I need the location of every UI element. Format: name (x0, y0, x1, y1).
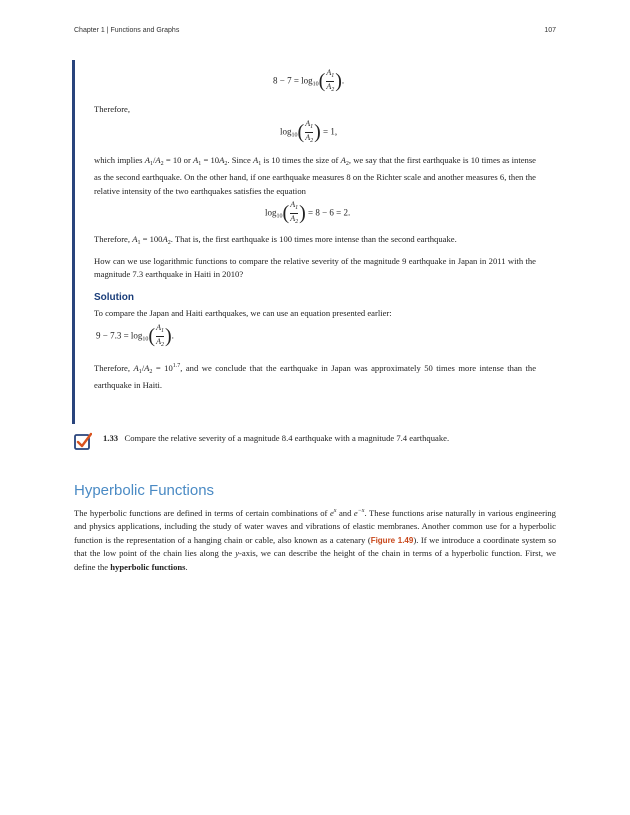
exercise-1-33: 1.33 Compare the relative severity of a magnitude 8.4 earthquake with a magnitude 7.4 earthquake. (103, 433, 450, 443)
equation-3: $\log_{10}$( $\frac{A_1}{A_2}$ ) = 8 − 6 = 2. (265, 200, 351, 225)
therefore-2: Therefore, $A_1 = 100A_2$. That is, the first earthquake is 100 times more intense than the second earthquake. (94, 234, 457, 246)
equation-1: $8 - 7 = \log_{10}$( $\frac{A_1}{A_2}$ ). (273, 68, 345, 93)
section-title: Hyperbolic Functions (74, 482, 215, 499)
figure-1-49-link[interactable]: Figure 1.49 (370, 535, 414, 545)
equation-4: $9 - 7.3 = \log_{10}$( $\frac{A_1}{A_2}$ ). (96, 323, 174, 348)
checkmark-icon (74, 432, 92, 450)
solution-intro: To compare the Japan and Haiti earthquakes, we can use an equation presented earlier: (94, 308, 392, 318)
equation-2: $\log_{10}$( $\frac{A_1}{A_2}$ ) = 1, (280, 119, 338, 144)
page-number: 107 (544, 27, 556, 34)
conclusion-paragraph: Therefore, $A_1/A_2 = 10^{1.7}$, and we conclude that the earthquake in Japan was approximately 50 times more intense than the earthquake in Haiti. (94, 363, 537, 391)
therefore-1: Therefore, (94, 104, 131, 114)
example-sidebar-bar (72, 60, 75, 424)
implies-paragraph: which implies $A_1/A_2 = 10$ or $A_1 = 10A_2$. Since $A_1$ is 10 times the size of $A_2$, we say that the first earthquake is 10 times as intense as the second earthquake. On the other hand, if one earthquake measures 8 on the Richter scale and another measures 6, then the relative intensity of the two earthquakes satisfies the equation (94, 155, 536, 196)
hyperbolic-intro-paragraph: The hyperbolic functions are defined in terms of certain combinations of $e^x$ and $e^{-x}$. These functions arise naturally in various engineering and physics applications, including the study of water waves and vibrations of elastic membranes. Another common use for a hyperbolic function is the representation of a hanging chain or cable, also known as a catenary (Figure 1.49). If we introduce a coordinate system so that the low point of the chain lies along the y-axis, we can describe the height of the chain in terms of a hyperbolic function. First, we define the hyperbolic functions. (74, 508, 556, 572)
question-paragraph: How can we use logarithmic functions to compare the relative severity of the magnitude 9 earthquake in Japan in 2011 with the magnitude 7.3 earthquake in Haiti in 2010? (94, 256, 536, 280)
solution-heading: Solution (94, 292, 134, 303)
running-header: Chapter 1 | Functions and Graphs (74, 27, 180, 34)
